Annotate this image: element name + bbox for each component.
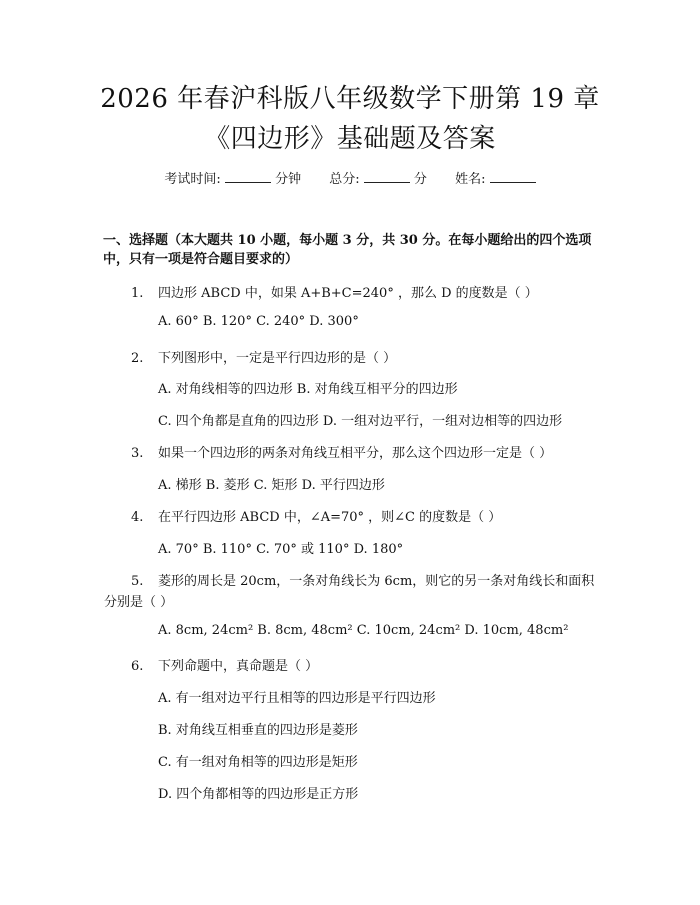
time-label: 考试时间: xyxy=(164,172,221,187)
question-stem: 四边形 ABCD 中，如果 A+B+C=240° ，那么 D 的度数是（ ） xyxy=(158,286,538,301)
name-label: 姓名: xyxy=(455,172,486,187)
question-3 xyxy=(131,442,552,461)
time-blank xyxy=(225,170,271,183)
time-field xyxy=(164,172,305,187)
score-blank xyxy=(364,170,410,183)
score-label: 总分: xyxy=(329,172,360,187)
question-1 xyxy=(131,282,538,301)
question-stem: 在平行四边形 ABCD 中，∠A=70° ，则∠C 的度数是（ ） xyxy=(158,510,502,525)
question-6-option-d: D. 四个角都相等的四边形是正方形 xyxy=(158,787,359,802)
question-2 xyxy=(131,347,396,366)
question-number: 2. xyxy=(131,351,144,366)
question-2-options-row-2: C. 四个角都是直角的四边形 D. 一组对边平行，一组对边相等的四边形 xyxy=(158,414,563,429)
question-5 xyxy=(131,570,594,589)
question-1-options: A. 60° B. 120° C. 240° D. 300° xyxy=(158,314,359,329)
section-heading: 一、选择题（本大题共 10 小题，每小题 3 分，共 30 分。在每小题给出的四个选项中，只有一项是符合题目要求的） xyxy=(103,233,592,267)
question-5-stem-continued: 分别是（ ） xyxy=(104,595,174,610)
name-field xyxy=(455,172,536,187)
title-line-2: 《四边形》基础题及答案 xyxy=(204,124,496,154)
question-number: 3. xyxy=(131,446,144,461)
question-stem: 菱形的周长是 20cm，一条对角线长为 6cm，则它的另一条对角线长和面积 xyxy=(158,574,595,589)
question-number: 4. xyxy=(131,510,144,525)
question-2-options-row-1: A. 对角线相等的四边形 B. 对角线互相平分的四边形 xyxy=(158,382,458,397)
question-6-option-c: C. 有一组对角相等的四边形是矩形 xyxy=(158,755,358,770)
score-field xyxy=(329,172,431,187)
question-6-option-b: B. 对角线互相垂直的四边形是菱形 xyxy=(158,723,358,738)
question-6-option-a: A. 有一组对边平行且相等的四边形是平行四边形 xyxy=(158,691,436,706)
question-6 xyxy=(131,655,318,674)
question-4-options: A. 70° B. 110° C. 70° 或 110° D. 180° xyxy=(158,542,404,557)
question-3-options: A. 梯形 B. 菱形 C. 矩形 D. 平行四边形 xyxy=(158,478,385,493)
time-unit: 分钟 xyxy=(275,172,302,187)
question-number: 1. xyxy=(131,286,144,301)
question-4 xyxy=(131,506,501,525)
title-line-1: 2026 年春沪科版八年级数学下册第 19 章 xyxy=(100,84,600,114)
question-stem: 下列图形中，一定是平行四边形的是（ ） xyxy=(158,351,397,366)
score-unit: 分 xyxy=(413,172,427,187)
question-stem: 如果一个四边形的两条对角线互相平分，那么这个四边形一定是（ ） xyxy=(158,446,553,461)
exam-meta xyxy=(0,168,700,187)
question-number: 5. xyxy=(131,574,144,589)
name-blank xyxy=(490,170,536,183)
question-5-options: A. 8cm, 24cm² B. 8cm, 48cm² C. 10cm, 24cm² D. 10cm, 48cm² xyxy=(158,623,569,638)
question-number: 6. xyxy=(131,659,144,674)
question-stem: 下列命题中，真命题是（ ） xyxy=(158,659,319,674)
